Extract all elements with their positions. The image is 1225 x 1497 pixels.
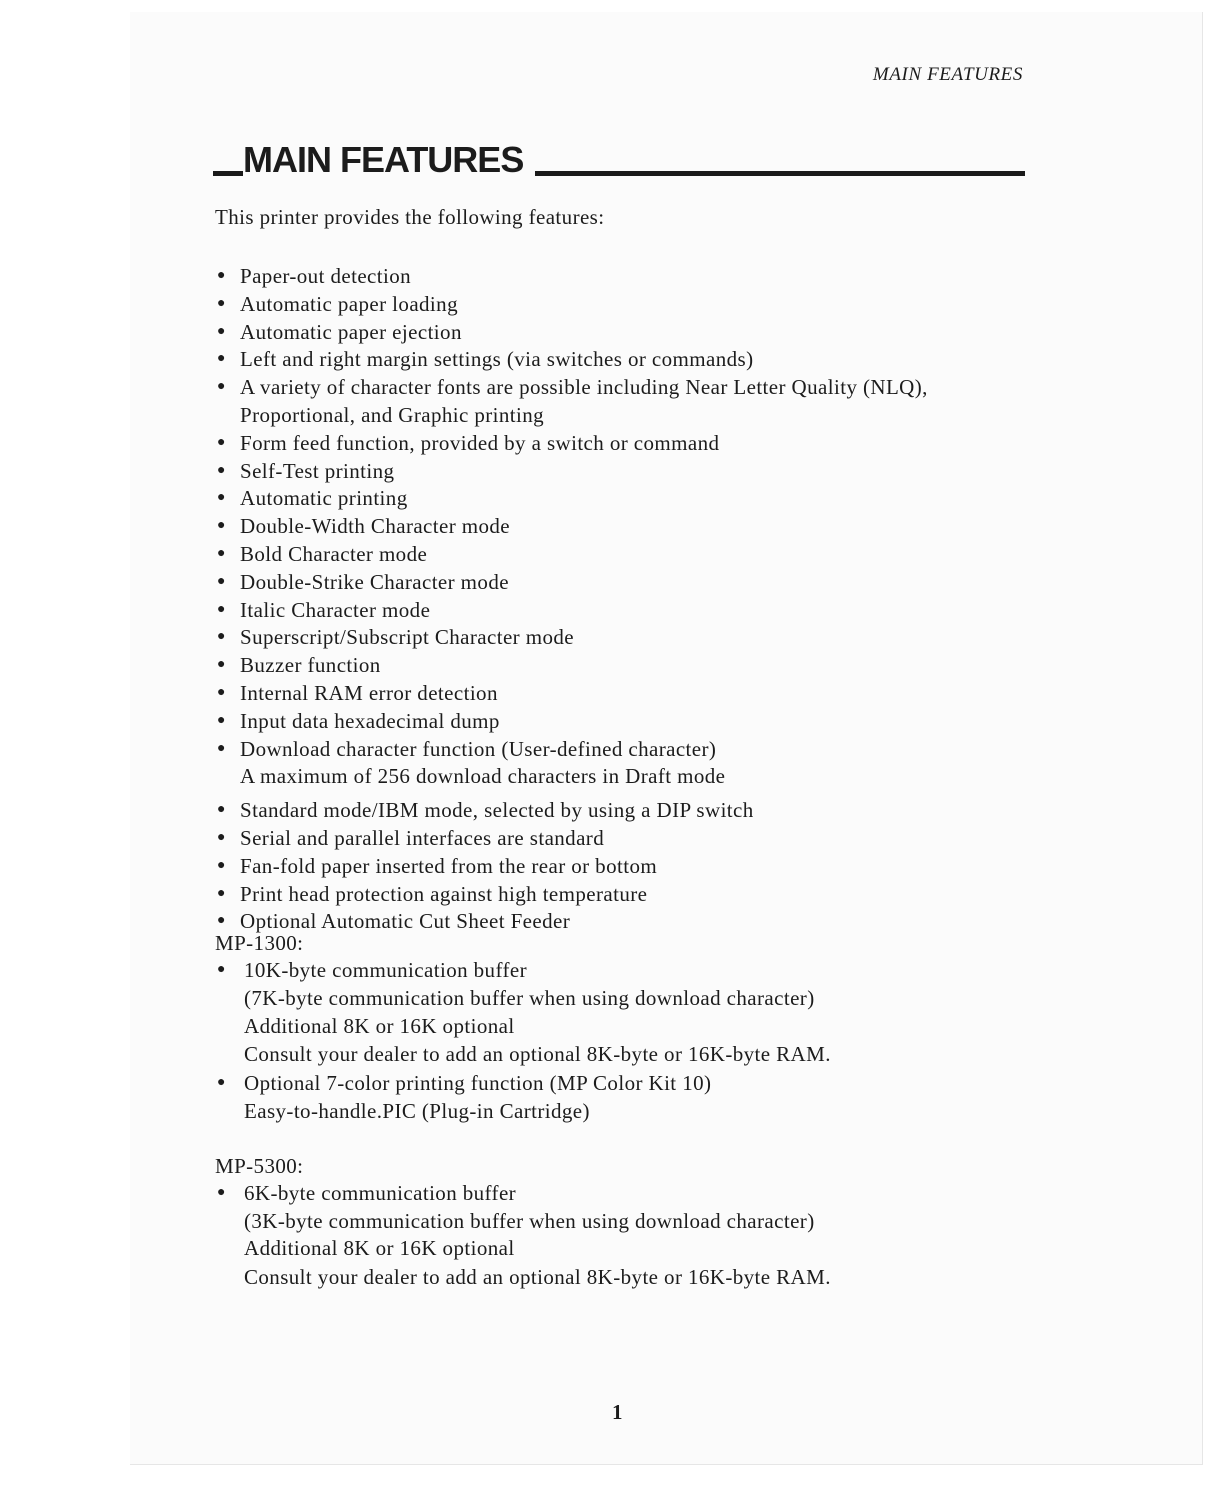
model-item-text: (3K-byte communication buffer when using download character) xyxy=(244,1209,815,1233)
bullet-icon: ● xyxy=(217,601,226,617)
bullet-icon: ● xyxy=(217,657,226,673)
model-item-text: Consult your dealer to add an optional 8K-byte or 16K-byte RAM. xyxy=(244,1265,831,1289)
bullet-icon: ● xyxy=(217,323,226,339)
bullet-icon: ● xyxy=(217,490,226,506)
feature-item-text: Download character function (User-defined character) xyxy=(240,736,717,761)
feature-item-text: Automatic printing xyxy=(240,486,408,511)
feature-item-text: Bold Character mode xyxy=(240,542,428,566)
bullet-icon: ● xyxy=(217,268,226,283)
heading-dash xyxy=(213,171,243,176)
model-item-text: (7K-byte communication buffer when using download character) xyxy=(244,986,815,1010)
page-number: 1 xyxy=(612,1400,623,1424)
feature-item-text: Double-Strike Character mode xyxy=(240,569,509,594)
section-title: MAIN FEATURES xyxy=(243,139,524,180)
feature-item-text: Italic Character mode xyxy=(240,597,431,622)
model-item-text: Consult your dealer to add an optional 8K-byte or 16K-byte RAM. xyxy=(244,1042,831,1066)
feature-item-text: Superscript/Subscript Character mode xyxy=(240,625,574,650)
bullet-icon: ● xyxy=(217,830,226,845)
feature-item-text: Buzzer function xyxy=(240,653,381,678)
bullet-icon: ● xyxy=(217,518,226,534)
running-head: MAIN FEATURES xyxy=(872,64,1023,85)
bullet-icon: ● xyxy=(217,379,226,395)
model-item-text: Optional 7-color printing function (MP Color Kit 10) xyxy=(244,1071,712,1095)
bullet-icon: ● xyxy=(217,546,226,561)
bullet-icon: ● xyxy=(217,351,226,367)
bullet-icon: ● xyxy=(217,802,226,818)
section-heading xyxy=(213,140,1025,180)
intro-text: This printer provides the following features: xyxy=(215,205,605,229)
bullet-icon: ● xyxy=(217,685,226,700)
feature-item-text: Internal RAM error detection xyxy=(240,681,498,705)
model-name: MP-1300: xyxy=(215,931,304,955)
feature-item-text: Form feed function, provided by a switch or command xyxy=(240,430,720,455)
model-item-text: Additional 8K or 16K optional xyxy=(244,1014,515,1038)
model-item-text: Additional 8K or 16K optional xyxy=(244,1236,515,1260)
bullet-icon: ● xyxy=(217,1185,226,1200)
feature-item-text: Optional Automatic Cut Sheet Feeder xyxy=(240,909,571,934)
feature-item-text: A maximum of 256 download characters in Draft mode xyxy=(240,764,726,789)
feature-item-text: Automatic paper loading xyxy=(240,291,458,316)
feature-item-text: Input data hexadecimal dump xyxy=(240,708,500,733)
bullet-icon: ● xyxy=(217,913,226,929)
model-name: MP-5300: xyxy=(215,1154,304,1178)
bullet-icon: ● xyxy=(217,434,226,450)
feature-item-text: Print head protection against high temperature xyxy=(240,881,648,906)
heading-rule xyxy=(535,171,1025,176)
bullet-icon: ● xyxy=(217,962,226,977)
bullet-icon: ● xyxy=(217,857,226,873)
feature-item-text: Serial and parallel interfaces are standard xyxy=(240,826,605,850)
feature-item-text: Proportional, and Graphic printing xyxy=(240,403,545,427)
bullet-icon: ● xyxy=(217,1075,226,1090)
feature-item-text: Double-Width Character mode xyxy=(240,514,511,539)
model-item-text: 10K-byte communication buffer xyxy=(244,958,527,982)
bullet-icon: ● xyxy=(217,740,226,756)
bullet-icon: ● xyxy=(217,629,226,645)
feature-item-text: Fan-fold paper inserted from the rear or bottom xyxy=(240,853,658,878)
feature-item-text: Paper-out detection xyxy=(240,264,412,288)
feature-item-text: Automatic paper ejection xyxy=(240,319,462,344)
bullet-icon: ● xyxy=(217,712,226,728)
model-item-text: Easy-to-handle.PIC (Plug-in Cartridge) xyxy=(244,1099,590,1123)
bullet-icon: ● xyxy=(217,295,226,311)
feature-item-text: Self-Test printing xyxy=(240,458,395,483)
bullet-icon: ● xyxy=(217,573,226,589)
bullet-icon: ● xyxy=(217,885,226,901)
model-item-text: 6K-byte communication buffer xyxy=(244,1181,517,1205)
bullet-icon: ● xyxy=(217,462,226,478)
feature-item-text: Standard mode/IBM mode, selected by using a DIP switch xyxy=(240,798,754,823)
feature-item-text: Left and right margin settings (via switches or commands) xyxy=(240,347,754,372)
feature-item-text: A variety of character fonts are possible including Near Letter Quality (NLQ), xyxy=(240,375,928,400)
